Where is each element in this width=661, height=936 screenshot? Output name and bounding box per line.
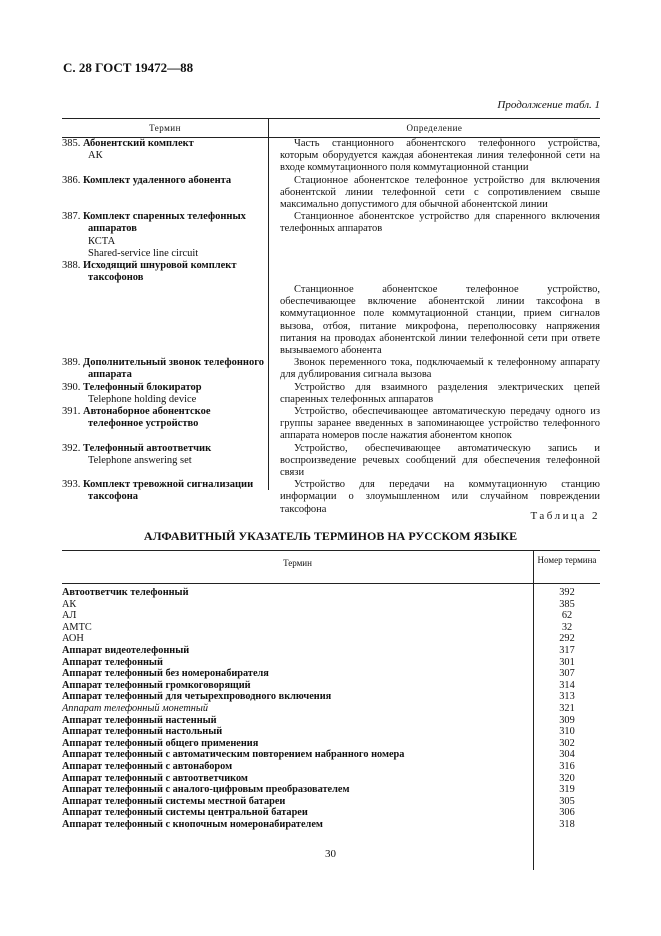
term-row bbox=[62, 382, 600, 406]
term-number: 387. bbox=[62, 211, 83, 223]
term-number: 392. bbox=[62, 442, 83, 454]
index-row bbox=[62, 726, 600, 738]
index-row bbox=[62, 645, 600, 657]
term-cell bbox=[62, 406, 268, 443]
index-table-header bbox=[62, 550, 600, 584]
definition-text: Звонок переменного тока, подключаемый к телефонному аппарату для дублирования сигнала вызова bbox=[280, 357, 600, 381]
term-name: Комплект тревожной сигнализации таксофона bbox=[83, 479, 254, 503]
index-term-number: 309 bbox=[559, 714, 575, 726]
index-term: Аппарат телефонный для четырехпроводного включения bbox=[62, 691, 332, 703]
index-row bbox=[62, 657, 600, 669]
index-row bbox=[62, 703, 600, 715]
term-row bbox=[62, 175, 600, 212]
index-row bbox=[62, 715, 600, 727]
term-row bbox=[62, 443, 600, 480]
index-title: АЛФАВИТНЫЙ УКАЗАТЕЛЬ ТЕРМИНОВ НА РУССКОМ ЯЗЫКЕ bbox=[143, 529, 518, 543]
term-cell bbox=[62, 211, 268, 260]
index-row bbox=[62, 633, 600, 645]
term-row bbox=[62, 260, 600, 357]
term-name: Дополнительный звонок телефонного аппарата bbox=[83, 357, 264, 381]
index-row bbox=[62, 668, 600, 680]
term-number: 389. bbox=[62, 357, 83, 369]
index-row bbox=[62, 761, 600, 773]
definition-text: Устройство для взаимного разделения электрических цепей спаренных телефонных аппаратов bbox=[280, 381, 600, 405]
definition-text: Станционное абонентское устройство для спаренного включения телефонных аппаратов bbox=[280, 211, 600, 235]
index-term: Аппарат телефонный с кнопочным номеронабирателем bbox=[62, 818, 323, 830]
index-row bbox=[62, 796, 600, 808]
page-header: С. 28 ГОСТ 19472—88 bbox=[63, 60, 194, 75]
index-term: Аппарат телефонный с автоматическим повторением набранного номера bbox=[62, 749, 405, 761]
index-term-number: 302 bbox=[559, 737, 575, 749]
term-cell bbox=[62, 175, 268, 212]
term-number: 386. bbox=[62, 174, 83, 186]
index-table bbox=[62, 550, 600, 830]
index-term: Аппарат телефонный без номеронабирателя bbox=[62, 668, 269, 680]
term-cell bbox=[62, 138, 268, 175]
term-name: Комплект удаленного абонента bbox=[83, 174, 232, 186]
index-term: Аппарат телефонный с автоответчиком bbox=[62, 772, 248, 784]
index-term: Аппарат телефонный монетный bbox=[62, 702, 209, 714]
index-term: Аппарат телефонный с аналого-цифровым преобразователем bbox=[62, 784, 350, 796]
index-term-number: 319 bbox=[559, 784, 575, 796]
column-header-term: Термин bbox=[62, 551, 534, 583]
term-name: Автонаборное абонентское телефонное устройство bbox=[83, 406, 211, 430]
index-row bbox=[62, 610, 600, 622]
index-term-number: 306 bbox=[559, 807, 575, 819]
terms-table bbox=[62, 118, 600, 516]
index-term-number: 314 bbox=[559, 679, 575, 691]
term-synonym: АК bbox=[88, 150, 103, 162]
term-synonym: КСТА bbox=[88, 235, 116, 247]
index-row bbox=[62, 738, 600, 750]
definition-text: Часть станционного абонентского телефонного устройства, которым оборудуется каждая абонентекая линия телефонной сети на входе коммутационного поля коммутационной станции bbox=[280, 138, 600, 174]
index-row bbox=[62, 599, 600, 611]
index-term: Аппарат телефонный настенный bbox=[62, 714, 217, 726]
index-term: Аппарат телефонный с автонабором bbox=[62, 760, 233, 772]
index-term-number: 292 bbox=[559, 633, 575, 645]
index-row bbox=[62, 691, 600, 703]
index-term-number: 310 bbox=[559, 726, 575, 738]
index-row bbox=[62, 807, 600, 819]
index-term: АЛ bbox=[62, 610, 77, 622]
index-term-number: 385 bbox=[559, 598, 575, 610]
index-term-number: 317 bbox=[559, 644, 575, 656]
term-number: 385. bbox=[62, 138, 83, 149]
term-synonym: Telephone answering set bbox=[88, 454, 192, 466]
term-row bbox=[62, 479, 600, 516]
index-term: Автоответчик телефонный bbox=[62, 587, 189, 598]
definition-cell bbox=[268, 211, 600, 260]
term-number: 390. bbox=[62, 381, 83, 393]
definition-cell bbox=[268, 382, 600, 406]
index-term-number: 392 bbox=[559, 587, 575, 598]
index-term: Аппарат телефонный громкоговорящий bbox=[62, 679, 251, 691]
term-number: 388. bbox=[62, 260, 83, 272]
index-term: Аппарат телефонный bbox=[62, 656, 163, 668]
index-term: Аппарат телефонный настольный bbox=[62, 726, 223, 738]
index-row bbox=[62, 680, 600, 692]
index-term-number: 320 bbox=[559, 772, 575, 784]
index-term: Аппарат телефонный системы местной батареи bbox=[62, 795, 286, 807]
index-term: АМТС bbox=[62, 621, 92, 633]
index-row bbox=[62, 622, 600, 634]
definition-cell bbox=[268, 138, 600, 175]
index-term-number: 313 bbox=[559, 691, 575, 703]
term-number: 393. bbox=[62, 479, 83, 491]
term-row bbox=[62, 406, 600, 443]
index-term: АК bbox=[62, 598, 77, 610]
index-term-number: 304 bbox=[559, 749, 575, 761]
index-term-number: 307 bbox=[559, 668, 575, 680]
column-header-term: Термин bbox=[62, 119, 269, 137]
index-term: Аппарат телефонный системы центральной батареи bbox=[62, 807, 308, 819]
index-term: Аппарат телефонный общего применения bbox=[62, 737, 259, 749]
column-header-definition: Определение bbox=[406, 123, 463, 133]
definition-text: Станционное абонентское телефонное устройство, обеспечивающее включение абонентской линии таксофона в коммутационное поле коммутационной станции, прием сигналов вызова, отбоя, питание микрофона, переполюсовку напряжения питания на проводах абонентской линии телефонной сети при ответе вызываемого абонента bbox=[280, 284, 600, 357]
term-name: Телефонный автоответчик bbox=[83, 442, 212, 454]
definition-cell bbox=[268, 357, 600, 381]
index-row bbox=[62, 584, 600, 599]
definition-text: Стационное абонентское телефонное устройство для включения абонентской линии телефонной сети с сопротивлением свыше максимально допустимого для обычной абонентской линии bbox=[280, 174, 600, 211]
term-name: Телефонный блокиратор bbox=[83, 381, 202, 393]
term-cell bbox=[62, 357, 268, 381]
index-row bbox=[62, 749, 600, 761]
index-term-number: 305 bbox=[559, 795, 575, 807]
term-cell bbox=[62, 260, 268, 357]
index-row bbox=[62, 773, 600, 785]
definition-cell bbox=[268, 175, 600, 212]
index-row bbox=[62, 784, 600, 796]
term-cell bbox=[62, 443, 268, 480]
index-row bbox=[62, 819, 600, 831]
index-term-number: 318 bbox=[559, 818, 575, 830]
definition-text: Устройство, обеспечивающее автоматическую запись и воспроизведение речевых сообщений для обеспечения телефонной связи bbox=[280, 442, 600, 479]
index-term-number: 316 bbox=[559, 760, 575, 772]
term-row bbox=[62, 357, 600, 381]
term-number: 391. bbox=[62, 406, 83, 418]
term-cell bbox=[62, 382, 268, 406]
index-table-body bbox=[62, 584, 600, 830]
term-name: Абонентский комплект bbox=[83, 138, 194, 149]
page-number: 30 bbox=[325, 848, 336, 860]
term-synonym: Shared-service line circuit bbox=[88, 247, 199, 259]
column-header-number: Номер термина bbox=[537, 555, 597, 565]
term-name: Комплект спаренных телефонных аппаратов bbox=[83, 211, 246, 235]
term-cell bbox=[62, 479, 268, 516]
term-name: Исходящий шнуровой комплект таксофонов bbox=[83, 260, 237, 284]
table-continuation-note: Продолжение табл. 1 bbox=[497, 99, 600, 111]
index-term: АОН bbox=[62, 633, 84, 645]
index-term-number: 62 bbox=[561, 610, 573, 622]
term-synonym: Telephone holding device bbox=[88, 393, 197, 405]
definition-cell bbox=[268, 406, 600, 443]
index-term: Аппарат видеотелефонный bbox=[62, 644, 190, 656]
definition-cell bbox=[268, 443, 600, 480]
definition-text: Устройство, обеспечивающее автоматическую передачу одного из группы заранее введенных в запоминающее устройство телефонного аппарата номеров после нажатия абонентом кнопок bbox=[280, 406, 600, 442]
terms-table-header bbox=[62, 118, 600, 138]
term-row bbox=[62, 138, 600, 175]
definition-text: Устройство для передачи на коммутационную станцию информации о злоумышленном или случайном повреждении таксофона bbox=[280, 479, 600, 515]
table-caption: Таблица 2 bbox=[530, 510, 600, 522]
terms-table-body bbox=[62, 138, 600, 516]
term-row bbox=[62, 211, 600, 260]
index-term-number: 321 bbox=[559, 702, 575, 714]
index-term-number: 301 bbox=[559, 656, 575, 668]
definition-cell bbox=[268, 260, 600, 357]
index-term-number: 32 bbox=[561, 621, 573, 633]
